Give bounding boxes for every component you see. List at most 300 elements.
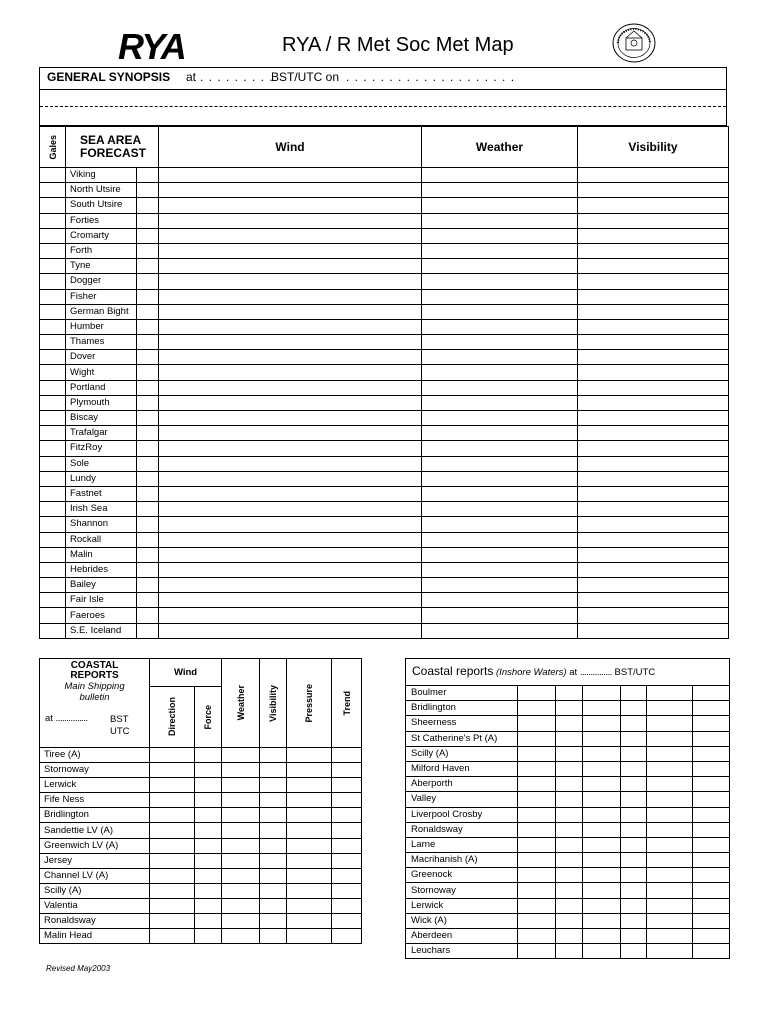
inshore-station-row-entry-cell[interactable] bbox=[647, 761, 693, 776]
inshore-station-row-entry-cell[interactable] bbox=[693, 929, 730, 944]
sea-area-row-entry-cell[interactable] bbox=[422, 456, 578, 471]
inshore-station-row-entry-cell[interactable] bbox=[693, 853, 730, 868]
inshore-station-row-entry-cell[interactable] bbox=[583, 777, 621, 792]
sea-area-row-entry-cell[interactable] bbox=[137, 289, 159, 304]
inshore-station-row-entry-cell[interactable] bbox=[518, 777, 556, 792]
sea-area-row-entry-cell[interactable] bbox=[422, 547, 578, 562]
inshore-station-row-entry-cell[interactable] bbox=[693, 792, 730, 807]
sea-area-row-entry-cell[interactable] bbox=[159, 274, 422, 289]
sea-area-row-entry-cell[interactable] bbox=[578, 335, 729, 350]
sea-area-row-entry-cell[interactable] bbox=[40, 426, 66, 441]
inshore-station-row-entry-cell[interactable] bbox=[621, 837, 647, 852]
inshore-station-row-entry-cell[interactable] bbox=[583, 746, 621, 761]
coastal-station-row-entry-cell[interactable] bbox=[150, 868, 195, 883]
inshore-station-row-entry-cell[interactable] bbox=[518, 898, 556, 913]
sea-area-row-entry-cell[interactable] bbox=[578, 319, 729, 334]
coastal-station-row-entry-cell[interactable] bbox=[222, 763, 260, 778]
inshore-station-row-entry-cell[interactable] bbox=[647, 792, 693, 807]
sea-area-row-entry-cell[interactable] bbox=[40, 562, 66, 577]
inshore-station-row-entry-cell[interactable] bbox=[583, 944, 621, 959]
inshore-station-row-entry-cell[interactable] bbox=[693, 731, 730, 746]
coastal-station-row-entry-cell[interactable] bbox=[332, 838, 362, 853]
coastal-station-row-entry-cell[interactable] bbox=[195, 778, 222, 793]
coastal-station-row-entry-cell[interactable] bbox=[260, 853, 287, 868]
inshore-station-row-entry-cell[interactable] bbox=[621, 944, 647, 959]
sea-area-row-entry-cell[interactable] bbox=[137, 411, 159, 426]
inshore-station-row-entry-cell[interactable] bbox=[518, 868, 556, 883]
sea-area-row-entry-cell[interactable] bbox=[578, 259, 729, 274]
coastal-station-row-entry-cell[interactable] bbox=[287, 793, 332, 808]
inshore-station-row-entry-cell[interactable] bbox=[647, 822, 693, 837]
coastal-station-row-entry-cell[interactable] bbox=[222, 914, 260, 929]
coastal-station-row-entry-cell[interactable] bbox=[195, 929, 222, 944]
sea-area-row-entry-cell[interactable] bbox=[422, 486, 578, 501]
inshore-station-row-entry-cell[interactable] bbox=[583, 822, 621, 837]
coastal-station-row-entry-cell[interactable] bbox=[260, 868, 287, 883]
inshore-station-row-entry-cell[interactable] bbox=[647, 913, 693, 928]
sea-area-row-entry-cell[interactable] bbox=[159, 183, 422, 198]
sea-area-row-entry-cell[interactable] bbox=[159, 304, 422, 319]
coastal-station-row-entry-cell[interactable] bbox=[222, 838, 260, 853]
sea-area-row-entry-cell[interactable] bbox=[137, 441, 159, 456]
coastal-station-row-entry-cell[interactable] bbox=[287, 763, 332, 778]
inshore-station-row-entry-cell[interactable] bbox=[693, 898, 730, 913]
coastal-station-row-entry-cell[interactable] bbox=[260, 898, 287, 913]
inshore-station-row-entry-cell[interactable] bbox=[621, 746, 647, 761]
sea-area-row-entry-cell[interactable] bbox=[137, 380, 159, 395]
sea-area-row-entry-cell[interactable] bbox=[578, 608, 729, 623]
inshore-station-row-entry-cell[interactable] bbox=[621, 686, 647, 701]
coastal-station-row-entry-cell[interactable] bbox=[332, 914, 362, 929]
sea-area-row-entry-cell[interactable] bbox=[578, 168, 729, 183]
sea-area-row-entry-cell[interactable] bbox=[422, 578, 578, 593]
coastal-station-row-entry-cell[interactable] bbox=[260, 763, 287, 778]
sea-area-row-entry-cell[interactable] bbox=[40, 228, 66, 243]
sea-area-row-entry-cell[interactable] bbox=[422, 395, 578, 410]
coastal-station-row-entry-cell[interactable] bbox=[150, 778, 195, 793]
inshore-station-row-entry-cell[interactable] bbox=[621, 898, 647, 913]
sea-area-row-entry-cell[interactable] bbox=[40, 593, 66, 608]
coastal-station-row-entry-cell[interactable] bbox=[150, 883, 195, 898]
sea-area-row-entry-cell[interactable] bbox=[137, 335, 159, 350]
inshore-station-row-entry-cell[interactable] bbox=[518, 913, 556, 928]
sea-area-row-entry-cell[interactable] bbox=[40, 411, 66, 426]
sea-area-row-entry-cell[interactable] bbox=[40, 547, 66, 562]
sea-area-row-entry-cell[interactable] bbox=[159, 486, 422, 501]
coastal-station-row-entry-cell[interactable] bbox=[222, 778, 260, 793]
inshore-station-row-entry-cell[interactable] bbox=[647, 807, 693, 822]
sea-area-row-entry-cell[interactable] bbox=[422, 532, 578, 547]
sea-area-row-entry-cell[interactable] bbox=[159, 198, 422, 213]
sea-area-row-entry-cell[interactable] bbox=[422, 365, 578, 380]
inshore-station-row-entry-cell[interactable] bbox=[621, 853, 647, 868]
coastal-station-row-entry-cell[interactable] bbox=[150, 898, 195, 913]
sea-area-row-entry-cell[interactable] bbox=[40, 168, 66, 183]
sea-area-row-entry-cell[interactable] bbox=[159, 532, 422, 547]
inshore-station-row-entry-cell[interactable] bbox=[556, 853, 583, 868]
sea-area-row-entry-cell[interactable] bbox=[422, 335, 578, 350]
inshore-station-row-entry-cell[interactable] bbox=[556, 701, 583, 716]
inshore-station-row-entry-cell[interactable] bbox=[647, 716, 693, 731]
sea-area-row-entry-cell[interactable] bbox=[137, 213, 159, 228]
coastal-station-row-entry-cell[interactable] bbox=[150, 838, 195, 853]
inshore-station-row-entry-cell[interactable] bbox=[518, 807, 556, 822]
inshore-station-row-entry-cell[interactable] bbox=[647, 898, 693, 913]
sea-area-row-entry-cell[interactable] bbox=[137, 168, 159, 183]
inshore-station-row-entry-cell[interactable] bbox=[621, 929, 647, 944]
sea-area-row-entry-cell[interactable] bbox=[578, 213, 729, 228]
sea-area-row-entry-cell[interactable] bbox=[40, 213, 66, 228]
sea-area-row-entry-cell[interactable] bbox=[40, 243, 66, 258]
inshore-station-row-entry-cell[interactable] bbox=[693, 944, 730, 959]
sea-area-row-entry-cell[interactable] bbox=[137, 517, 159, 532]
sea-area-row-entry-cell[interactable] bbox=[578, 228, 729, 243]
inshore-station-row-entry-cell[interactable] bbox=[693, 837, 730, 852]
sea-area-row-entry-cell[interactable] bbox=[422, 623, 578, 638]
inshore-station-row-entry-cell[interactable] bbox=[621, 807, 647, 822]
sea-area-row-entry-cell[interactable] bbox=[159, 441, 422, 456]
sea-area-row-entry-cell[interactable] bbox=[578, 486, 729, 501]
coastal-station-row-entry-cell[interactable] bbox=[260, 778, 287, 793]
inshore-station-row-entry-cell[interactable] bbox=[647, 746, 693, 761]
inshore-station-row-entry-cell[interactable] bbox=[647, 944, 693, 959]
coastal-station-row-entry-cell[interactable] bbox=[195, 883, 222, 898]
sea-area-row-entry-cell[interactable] bbox=[422, 562, 578, 577]
sea-area-row-entry-cell[interactable] bbox=[422, 243, 578, 258]
sea-area-row-entry-cell[interactable] bbox=[40, 319, 66, 334]
coastal-station-row-entry-cell[interactable] bbox=[260, 838, 287, 853]
sea-area-row-entry-cell[interactable] bbox=[159, 608, 422, 623]
sea-area-row-entry-cell[interactable] bbox=[422, 198, 578, 213]
sea-area-row-entry-cell[interactable] bbox=[578, 441, 729, 456]
inshore-station-row-entry-cell[interactable] bbox=[518, 792, 556, 807]
coastal-station-row-entry-cell[interactable] bbox=[287, 929, 332, 944]
coastal-station-row-entry-cell[interactable] bbox=[287, 898, 332, 913]
sea-area-row-entry-cell[interactable] bbox=[159, 562, 422, 577]
coastal-station-row-entry-cell[interactable] bbox=[332, 808, 362, 823]
coastal-station-row-entry-cell[interactable] bbox=[332, 823, 362, 838]
sea-area-row-entry-cell[interactable] bbox=[137, 608, 159, 623]
coastal-time-field[interactable]: ............... bbox=[55, 713, 88, 724]
inshore-station-row-entry-cell[interactable] bbox=[518, 883, 556, 898]
sea-area-row-entry-cell[interactable] bbox=[159, 365, 422, 380]
coastal-station-row-entry-cell[interactable] bbox=[222, 883, 260, 898]
coastal-station-row-entry-cell[interactable] bbox=[287, 883, 332, 898]
sea-area-row-entry-cell[interactable] bbox=[159, 517, 422, 532]
inshore-station-row-entry-cell[interactable] bbox=[518, 929, 556, 944]
coastal-station-row-entry-cell[interactable] bbox=[195, 763, 222, 778]
sea-area-row-entry-cell[interactable] bbox=[422, 471, 578, 486]
inshore-station-row-entry-cell[interactable] bbox=[556, 777, 583, 792]
inshore-station-row-entry-cell[interactable] bbox=[693, 746, 730, 761]
coastal-station-row-entry-cell[interactable] bbox=[260, 793, 287, 808]
inshore-station-row-entry-cell[interactable] bbox=[518, 731, 556, 746]
inshore-station-row-entry-cell[interactable] bbox=[556, 944, 583, 959]
coastal-station-row-entry-cell[interactable] bbox=[222, 748, 260, 763]
sea-area-row-entry-cell[interactable] bbox=[137, 319, 159, 334]
inshore-station-row-entry-cell[interactable] bbox=[518, 701, 556, 716]
inshore-station-row-entry-cell[interactable] bbox=[621, 701, 647, 716]
sea-area-row-entry-cell[interactable] bbox=[137, 502, 159, 517]
sea-area-row-entry-cell[interactable] bbox=[422, 426, 578, 441]
sea-area-row-entry-cell[interactable] bbox=[159, 411, 422, 426]
sea-area-row-entry-cell[interactable] bbox=[159, 547, 422, 562]
inshore-station-row-entry-cell[interactable] bbox=[621, 777, 647, 792]
inshore-station-row-entry-cell[interactable] bbox=[518, 853, 556, 868]
sea-area-row-entry-cell[interactable] bbox=[137, 593, 159, 608]
inshore-station-row-entry-cell[interactable] bbox=[693, 686, 730, 701]
sea-area-row-entry-cell[interactable] bbox=[422, 319, 578, 334]
sea-area-row-entry-cell[interactable] bbox=[578, 411, 729, 426]
sea-area-row-entry-cell[interactable] bbox=[137, 183, 159, 198]
coastal-station-row-entry-cell[interactable] bbox=[195, 823, 222, 838]
coastal-station-row-entry-cell[interactable] bbox=[195, 853, 222, 868]
inshore-station-row-entry-cell[interactable] bbox=[647, 777, 693, 792]
inshore-station-row-entry-cell[interactable] bbox=[621, 913, 647, 928]
inshore-station-row-entry-cell[interactable] bbox=[621, 883, 647, 898]
sea-area-row-entry-cell[interactable] bbox=[578, 274, 729, 289]
inshore-station-row-entry-cell[interactable] bbox=[621, 868, 647, 883]
sea-area-row-entry-cell[interactable] bbox=[159, 456, 422, 471]
inshore-station-row-entry-cell[interactable] bbox=[621, 716, 647, 731]
coastal-station-row-entry-cell[interactable] bbox=[150, 823, 195, 838]
inshore-station-row-entry-cell[interactable] bbox=[583, 701, 621, 716]
coastal-station-row-entry-cell[interactable] bbox=[195, 838, 222, 853]
coastal-station-row-entry-cell[interactable] bbox=[222, 898, 260, 913]
coastal-station-row-entry-cell[interactable] bbox=[150, 748, 195, 763]
inshore-station-row-entry-cell[interactable] bbox=[556, 913, 583, 928]
inshore-station-row-entry-cell[interactable] bbox=[583, 716, 621, 731]
inshore-station-row-entry-cell[interactable] bbox=[693, 807, 730, 822]
inshore-station-row-entry-cell[interactable] bbox=[518, 686, 556, 701]
inshore-station-row-entry-cell[interactable] bbox=[693, 761, 730, 776]
coastal-station-row-entry-cell[interactable] bbox=[332, 763, 362, 778]
sea-area-row-entry-cell[interactable] bbox=[159, 228, 422, 243]
sea-area-row-entry-cell[interactable] bbox=[159, 350, 422, 365]
sea-area-row-entry-cell[interactable] bbox=[159, 593, 422, 608]
sea-area-row-entry-cell[interactable] bbox=[40, 471, 66, 486]
sea-area-row-entry-cell[interactable] bbox=[422, 380, 578, 395]
sea-area-row-entry-cell[interactable] bbox=[159, 319, 422, 334]
sea-area-row-entry-cell[interactable] bbox=[40, 183, 66, 198]
inshore-station-row-entry-cell[interactable] bbox=[583, 883, 621, 898]
sea-area-row-entry-cell[interactable] bbox=[578, 502, 729, 517]
coastal-station-row-entry-cell[interactable] bbox=[287, 823, 332, 838]
sea-area-row-entry-cell[interactable] bbox=[137, 426, 159, 441]
sea-area-row-entry-cell[interactable] bbox=[159, 259, 422, 274]
sea-area-row-entry-cell[interactable] bbox=[159, 502, 422, 517]
sea-area-row-entry-cell[interactable] bbox=[137, 304, 159, 319]
inshore-station-row-entry-cell[interactable] bbox=[556, 837, 583, 852]
inshore-station-row-entry-cell[interactable] bbox=[518, 944, 556, 959]
coastal-station-row-entry-cell[interactable] bbox=[260, 914, 287, 929]
sea-area-row-entry-cell[interactable] bbox=[422, 289, 578, 304]
sea-area-row-entry-cell[interactable] bbox=[578, 517, 729, 532]
inshore-station-row-entry-cell[interactable] bbox=[583, 686, 621, 701]
sea-area-row-entry-cell[interactable] bbox=[578, 289, 729, 304]
inshore-station-row-entry-cell[interactable] bbox=[647, 686, 693, 701]
sea-area-row-entry-cell[interactable] bbox=[40, 441, 66, 456]
coastal-station-row-entry-cell[interactable] bbox=[222, 868, 260, 883]
coastal-station-row-entry-cell[interactable] bbox=[150, 808, 195, 823]
coastal-station-row-entry-cell[interactable] bbox=[287, 914, 332, 929]
coastal-station-row-entry-cell[interactable] bbox=[332, 929, 362, 944]
sea-area-row-entry-cell[interactable] bbox=[578, 395, 729, 410]
sea-area-row-entry-cell[interactable] bbox=[137, 259, 159, 274]
coastal-station-row-entry-cell[interactable] bbox=[332, 883, 362, 898]
sea-area-row-entry-cell[interactable] bbox=[422, 304, 578, 319]
inshore-station-row-entry-cell[interactable] bbox=[693, 822, 730, 837]
inshore-station-row-entry-cell[interactable] bbox=[583, 898, 621, 913]
coastal-station-row-entry-cell[interactable] bbox=[195, 914, 222, 929]
sea-area-row-entry-cell[interactable] bbox=[137, 623, 159, 638]
coastal-station-row-entry-cell[interactable] bbox=[287, 778, 332, 793]
inshore-station-row-entry-cell[interactable] bbox=[583, 868, 621, 883]
inshore-station-row-entry-cell[interactable] bbox=[518, 716, 556, 731]
coastal-station-row-entry-cell[interactable] bbox=[222, 793, 260, 808]
coastal-station-row-entry-cell[interactable] bbox=[287, 748, 332, 763]
sea-area-row-entry-cell[interactable] bbox=[578, 304, 729, 319]
sea-area-row-entry-cell[interactable] bbox=[578, 350, 729, 365]
inshore-station-row-entry-cell[interactable] bbox=[556, 792, 583, 807]
sea-area-row-entry-cell[interactable] bbox=[422, 213, 578, 228]
inshore-station-row-entry-cell[interactable] bbox=[693, 883, 730, 898]
sea-area-row-entry-cell[interactable] bbox=[159, 426, 422, 441]
synopsis-date-field[interactable]: . . . . . . . . . . . . . . . . . . . . bbox=[346, 70, 516, 84]
sea-area-row-entry-cell[interactable] bbox=[578, 426, 729, 441]
sea-area-row-entry-cell[interactable] bbox=[422, 183, 578, 198]
sea-area-row-entry-cell[interactable] bbox=[159, 213, 422, 228]
coastal-station-row-entry-cell[interactable] bbox=[332, 793, 362, 808]
sea-area-row-entry-cell[interactable] bbox=[159, 168, 422, 183]
sea-area-row-entry-cell[interactable] bbox=[40, 274, 66, 289]
sea-area-row-entry-cell[interactable] bbox=[422, 168, 578, 183]
coastal-station-row-entry-cell[interactable] bbox=[150, 793, 195, 808]
inshore-station-row-entry-cell[interactable] bbox=[583, 792, 621, 807]
coastal-station-row-entry-cell[interactable] bbox=[260, 808, 287, 823]
inshore-station-row-entry-cell[interactable] bbox=[647, 883, 693, 898]
coastal-station-row-entry-cell[interactable] bbox=[260, 823, 287, 838]
inshore-station-row-entry-cell[interactable] bbox=[647, 837, 693, 852]
sea-area-row-entry-cell[interactable] bbox=[159, 243, 422, 258]
sea-area-row-entry-cell[interactable] bbox=[40, 380, 66, 395]
coastal-station-row-entry-cell[interactable] bbox=[150, 929, 195, 944]
inshore-station-row-entry-cell[interactable] bbox=[693, 716, 730, 731]
sea-area-row-entry-cell[interactable] bbox=[578, 243, 729, 258]
inshore-station-row-entry-cell[interactable] bbox=[647, 929, 693, 944]
sea-area-row-entry-cell[interactable] bbox=[137, 456, 159, 471]
inshore-station-row-entry-cell[interactable] bbox=[583, 913, 621, 928]
sea-area-row-entry-cell[interactable] bbox=[422, 411, 578, 426]
sea-area-row-entry-cell[interactable] bbox=[40, 502, 66, 517]
coastal-station-row-entry-cell[interactable] bbox=[195, 868, 222, 883]
inshore-station-row-entry-cell[interactable] bbox=[583, 807, 621, 822]
inshore-station-row-entry-cell[interactable] bbox=[556, 822, 583, 837]
sea-area-row-entry-cell[interactable] bbox=[137, 350, 159, 365]
coastal-station-row-entry-cell[interactable] bbox=[150, 914, 195, 929]
sea-area-row-entry-cell[interactable] bbox=[40, 517, 66, 532]
coastal-station-row-entry-cell[interactable] bbox=[332, 898, 362, 913]
inshore-station-row-entry-cell[interactable] bbox=[647, 868, 693, 883]
sea-area-row-entry-cell[interactable] bbox=[422, 350, 578, 365]
coastal-station-row-entry-cell[interactable] bbox=[332, 853, 362, 868]
sea-area-row-entry-cell[interactable] bbox=[422, 608, 578, 623]
inshore-station-row-entry-cell[interactable] bbox=[583, 929, 621, 944]
coastal-station-row-entry-cell[interactable] bbox=[222, 808, 260, 823]
sea-area-row-entry-cell[interactable] bbox=[40, 578, 66, 593]
sea-area-row-entry-cell[interactable] bbox=[578, 471, 729, 486]
sea-area-row-entry-cell[interactable] bbox=[422, 274, 578, 289]
sea-area-row-entry-cell[interactable] bbox=[578, 365, 729, 380]
coastal-station-row-entry-cell[interactable] bbox=[222, 853, 260, 868]
coastal-station-row-entry-cell[interactable] bbox=[260, 929, 287, 944]
coastal-station-row-entry-cell[interactable] bbox=[287, 853, 332, 868]
inshore-station-row-entry-cell[interactable] bbox=[556, 761, 583, 776]
sea-area-row-entry-cell[interactable] bbox=[40, 395, 66, 410]
inshore-station-row-entry-cell[interactable] bbox=[583, 761, 621, 776]
sea-area-row-entry-cell[interactable] bbox=[40, 350, 66, 365]
sea-area-row-entry-cell[interactable] bbox=[159, 395, 422, 410]
synopsis-writing-line[interactable] bbox=[40, 89, 726, 107]
inshore-station-row-entry-cell[interactable] bbox=[583, 853, 621, 868]
inshore-station-row-entry-cell[interactable] bbox=[518, 822, 556, 837]
sea-area-row-entry-cell[interactable] bbox=[578, 547, 729, 562]
inshore-station-row-entry-cell[interactable] bbox=[556, 929, 583, 944]
coastal-station-row-entry-cell[interactable] bbox=[195, 808, 222, 823]
coastal-station-row-entry-cell[interactable] bbox=[195, 793, 222, 808]
sea-area-row-entry-cell[interactable] bbox=[578, 183, 729, 198]
coastal-station-row-entry-cell[interactable] bbox=[150, 763, 195, 778]
inshore-station-row-entry-cell[interactable] bbox=[518, 837, 556, 852]
sea-area-row-entry-cell[interactable] bbox=[137, 365, 159, 380]
coastal-station-row-entry-cell[interactable] bbox=[332, 868, 362, 883]
inshore-station-row-entry-cell[interactable] bbox=[556, 716, 583, 731]
sea-area-row-entry-cell[interactable] bbox=[137, 395, 159, 410]
sea-area-row-entry-cell[interactable] bbox=[159, 578, 422, 593]
sea-area-row-entry-cell[interactable] bbox=[40, 335, 66, 350]
sea-area-row-entry-cell[interactable] bbox=[422, 259, 578, 274]
sea-area-row-entry-cell[interactable] bbox=[137, 471, 159, 486]
sea-area-row-entry-cell[interactable] bbox=[159, 471, 422, 486]
sea-area-row-entry-cell[interactable] bbox=[578, 456, 729, 471]
inshore-station-row-entry-cell[interactable] bbox=[518, 761, 556, 776]
inshore-station-row-entry-cell[interactable] bbox=[556, 731, 583, 746]
sea-area-row-entry-cell[interactable] bbox=[137, 562, 159, 577]
coastal-station-row-entry-cell[interactable] bbox=[260, 883, 287, 898]
coastal-station-row-entry-cell[interactable] bbox=[287, 808, 332, 823]
sea-area-row-entry-cell[interactable] bbox=[40, 365, 66, 380]
sea-area-row-entry-cell[interactable] bbox=[578, 380, 729, 395]
sea-area-row-entry-cell[interactable] bbox=[40, 486, 66, 501]
inshore-station-row-entry-cell[interactable] bbox=[647, 731, 693, 746]
sea-area-row-entry-cell[interactable] bbox=[578, 532, 729, 547]
sea-area-row-entry-cell[interactable] bbox=[137, 547, 159, 562]
inshore-time-field[interactable]: ............... bbox=[579, 667, 612, 678]
sea-area-row-entry-cell[interactable] bbox=[40, 623, 66, 638]
inshore-station-row-entry-cell[interactable] bbox=[518, 746, 556, 761]
sea-area-row-entry-cell[interactable] bbox=[578, 198, 729, 213]
sea-area-row-entry-cell[interactable] bbox=[137, 578, 159, 593]
inshore-station-row-entry-cell[interactable] bbox=[556, 807, 583, 822]
coastal-station-row-entry-cell[interactable] bbox=[332, 778, 362, 793]
sea-area-row-entry-cell[interactable] bbox=[422, 441, 578, 456]
coastal-station-row-entry-cell[interactable] bbox=[287, 868, 332, 883]
sea-area-row-entry-cell[interactable] bbox=[159, 335, 422, 350]
coastal-station-row-entry-cell[interactable] bbox=[222, 823, 260, 838]
inshore-station-row-entry-cell[interactable] bbox=[621, 731, 647, 746]
sea-area-row-entry-cell[interactable] bbox=[578, 578, 729, 593]
sea-area-row-entry-cell[interactable] bbox=[578, 562, 729, 577]
